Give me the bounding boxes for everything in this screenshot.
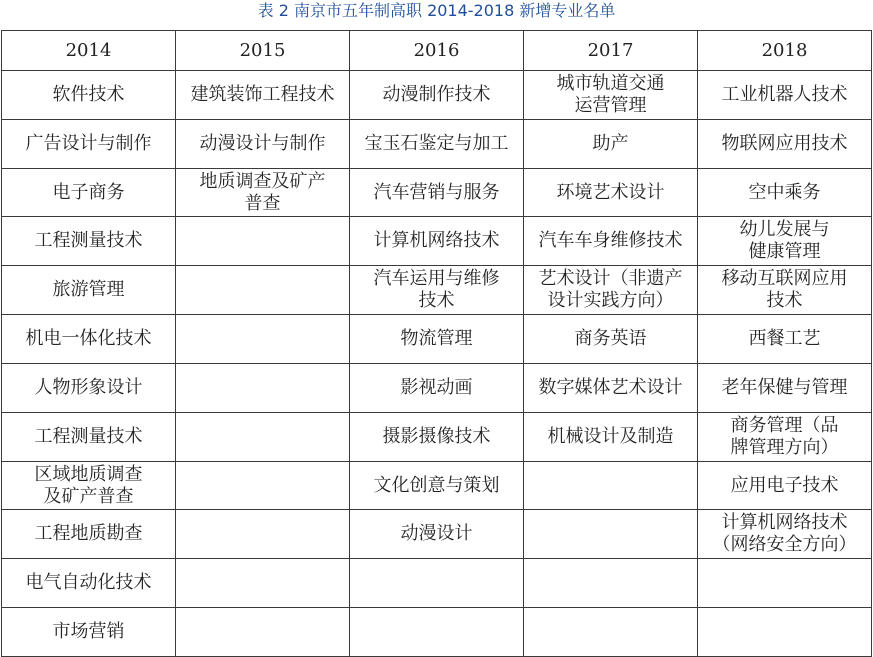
table-cell [524,510,698,559]
table-cell: 应用电子技术 [698,461,872,510]
table-cell: 艺术设计（非遗产 设计实践方向） [524,266,698,315]
table-cell: 汽车营销与服务 [350,168,524,217]
table-cell: 汽车运用与维修 技术 [350,266,524,315]
header-cell-2016: 2016 [350,31,524,71]
table-cell: 电子商务 [2,168,176,217]
table-cell: 机械设计及制造 [524,412,698,461]
table-cell [698,559,872,608]
table-cell: 数字媒体艺术设计 [524,363,698,412]
table-cell: 工业机器人技术 [698,71,872,120]
table-row [2,71,872,120]
table-cell: 动漫设计 [350,510,524,559]
table-cell: 工程测量技术 [2,217,176,266]
table-cell: 区域地质调查 及矿产普查 [2,461,176,510]
table-cell: 宝玉石鉴定与加工 [350,119,524,168]
table-cell: 空中乘务 [698,168,872,217]
table-cell [524,559,698,608]
table-cell: 环境艺术设计 [524,168,698,217]
table-cell: 计算机网络技术 [350,217,524,266]
table-cell [176,510,350,559]
table-row [2,315,872,364]
table-cell: 移动互联网应用 技术 [698,266,872,315]
table-row [2,217,872,266]
table-row [2,266,872,315]
table-row [2,608,872,657]
table-cell: 物流管理 [350,315,524,364]
table-cell: 动漫制作技术 [350,71,524,120]
header-cell-2017: 2017 [524,31,698,71]
table-row [2,412,872,461]
table-row [2,168,872,217]
table-cell: 动漫设计与制作 [176,119,350,168]
table-cell: 汽车车身维修技术 [524,217,698,266]
table-cell [176,608,350,657]
table-cell [176,266,350,315]
header-row [2,31,872,71]
table-row [2,510,872,559]
table-cell: 商务英语 [524,315,698,364]
table-cell: 老年保健与管理 [698,363,872,412]
table-cell: 工程测量技术 [2,412,176,461]
table-cell: 摄影摄像技术 [350,412,524,461]
table-cell [176,315,350,364]
table-cell: 幼儿发展与 健康管理 [698,217,872,266]
table-cell [176,412,350,461]
table-cell [176,363,350,412]
table-cell: 物联网应用技术 [698,119,872,168]
table-cell: 城市轨道交通 运营管理 [524,71,698,120]
table-cell: 软件技术 [2,71,176,120]
header-cell-2014: 2014 [2,31,176,71]
table-cell [350,608,524,657]
table-cell: 计算机网络技术 （网络安全方向） [698,510,872,559]
table-row [2,559,872,608]
table-cell: 地质调查及矿产 普查 [176,168,350,217]
table-cell [176,217,350,266]
table-cell: 机电一体化技术 [2,315,176,364]
table-cell: 人物形象设计 [2,363,176,412]
table-cell [698,608,872,657]
table-cell: 商务管理（品 牌管理方向） [698,412,872,461]
table-cell [524,461,698,510]
table-cell: 助产 [524,119,698,168]
table-cell [524,608,698,657]
table-cell [350,559,524,608]
table-cell: 文化创意与策划 [350,461,524,510]
table-caption: 表 2 南京市五年制高职 2014-2018 新增专业名单 [257,1,616,20]
table-cell [176,461,350,510]
table-cell: 广告设计与制作 [2,119,176,168]
header-cell-2015: 2015 [176,31,350,71]
table-cell: 工程地质勘查 [2,510,176,559]
table-row [2,119,872,168]
table-cell: 市场营销 [2,608,176,657]
table-cell: 旅游管理 [2,266,176,315]
table-row [2,363,872,412]
table-row [2,461,872,510]
header-cell-2018: 2018 [698,31,872,71]
new-majors-table [1,30,872,657]
table-cell [176,559,350,608]
table-cell: 建筑装饰工程技术 [176,71,350,120]
table-cell: 西餐工艺 [698,315,872,364]
table-cell: 影视动画 [350,363,524,412]
table-cell: 电气自动化技术 [2,559,176,608]
